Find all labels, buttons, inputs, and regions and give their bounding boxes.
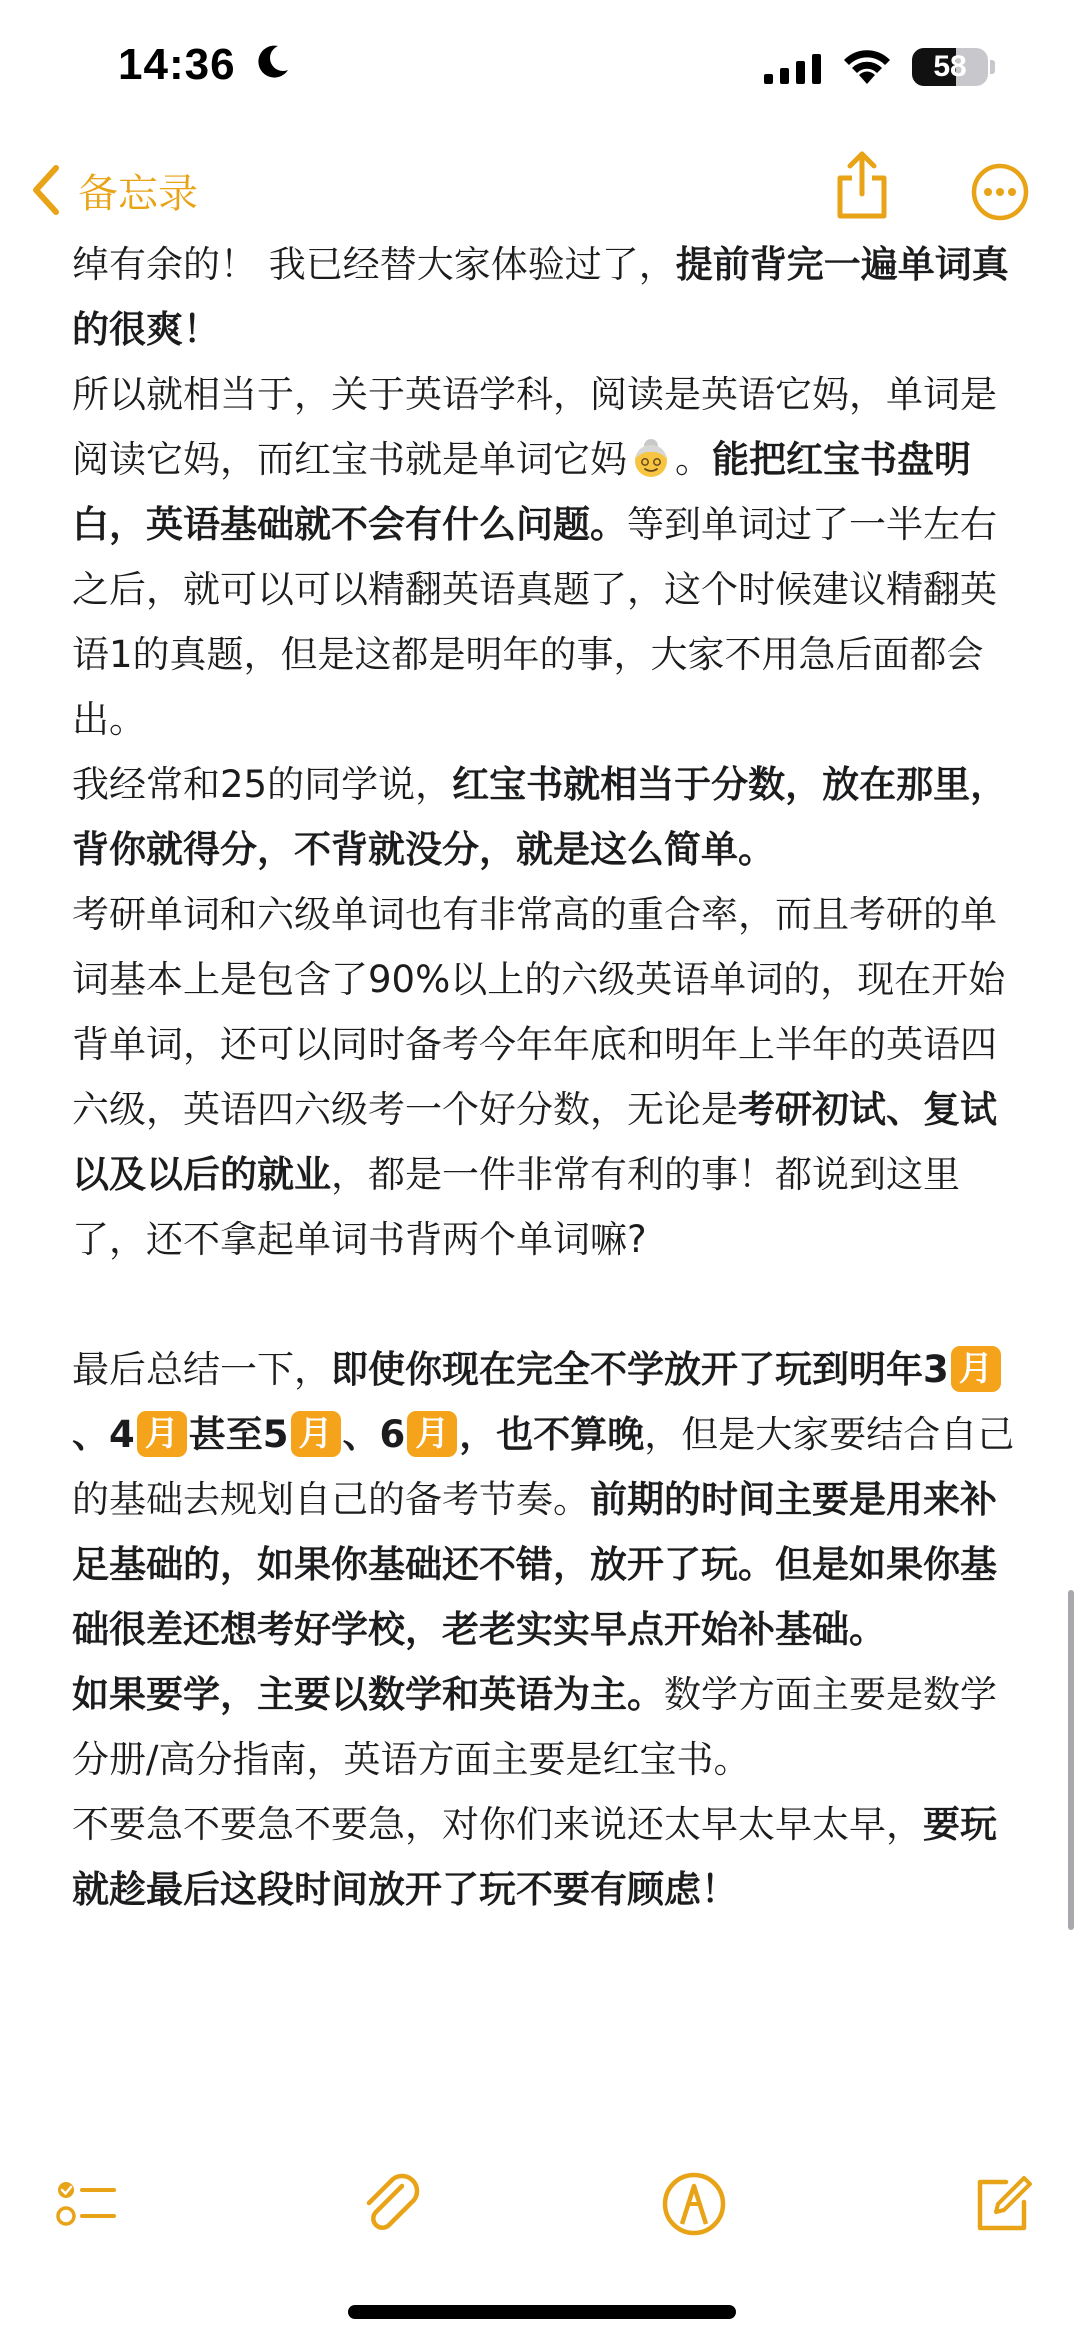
blank-line (72, 1272, 1022, 1337)
note-paragraph: 如果要学，主要以数学和英语为主。数学方面主要是数学分册/高分指南，英语方面主要是红宝书。 (72, 1673, 997, 1781)
note-paragraph: 所以就相当于，关于英语学科，阅读是英语它妈，单词是阅读它妈，而红宝书就是单词它妈 。能把红宝书盘明白，英语基础就不会有什么问题。等到单词过了一半左右之后，就可以可以精翻英语真题了，这个时候建议精翻英语1的真题，但是这都是明年的事，大家不用急后面都会出。 (72, 373, 997, 741)
chevron-left-icon (28, 162, 64, 218)
paperclip-icon[interactable] (356, 2168, 428, 2240)
status-bar (0, 0, 1080, 140)
note-body[interactable] (72, 232, 1022, 1922)
moon-icon (252, 42, 292, 82)
month-emoji: 月 (137, 1411, 187, 1457)
checklist-icon[interactable] (50, 2168, 122, 2240)
note-paragraph: 考研单词和六级单词也有非常高的重合率，而且考研的单词基本上是包含了90%以上的六级英语单词的，现在开始背单词，还可以同时备考今年年底和明年上半年的英语四六级，英语四六级考一个好分数，无论是考研初试、复试以及以后的就业，都是一件非常有利的事！都说到这里了，还不拿起单词书背两个单词嘛? (72, 893, 1006, 1261)
battery-percent: 58 (933, 50, 967, 83)
wifi-icon (842, 48, 892, 86)
note-paragraph: 最后总结一下，即使你现在完全不学放开了玩到明年3 月、4 月 甚至5 月 、6 月 ，也不算晚，但是大家要结合自己的基础去规划自己的备考节奏。前期的时间主要是用来补足基础的，如果你基础还不错，放开了玩。但是如果你基础很差还想考好学校，老老实实早点开始补基础。 (72, 1348, 1015, 1651)
back-button[interactable] (28, 158, 198, 222)
battery-icon (912, 48, 988, 86)
month-emoji: 月 (291, 1411, 341, 1457)
back-label: 备忘录 (78, 170, 198, 217)
bottom-toolbar (0, 2148, 1080, 2258)
compose-icon[interactable] (966, 2168, 1038, 2240)
month-emoji: 月 (951, 1346, 1001, 1392)
scroll-indicator[interactable] (1068, 1590, 1074, 1930)
share-icon[interactable] (834, 150, 890, 220)
note-paragraph: 不要急不要急不要急，对你们来说还太早太早太早，要玩就趁最后这段时间放开了玩不要有顾虑！ (72, 1803, 997, 1911)
home-indicator[interactable] (348, 2305, 736, 2319)
more-icon[interactable] (970, 162, 1030, 222)
battery-tip (990, 60, 995, 74)
markup-pen-icon[interactable] (658, 2168, 730, 2240)
grandma-emoji (629, 436, 673, 480)
note-paragraph: 绰有余的！ 我已经替大家体验过了，提前背完一遍单词真的很爽！ (72, 243, 1009, 351)
month-emoji: 月 (407, 1411, 457, 1457)
nav-bar (0, 140, 1080, 240)
signal-icon (764, 54, 824, 84)
status-time: 14:36 (118, 40, 236, 89)
note-paragraph: 我经常和25的同学说，红宝书就相当于分数，放在那里，背你就得分，不背就没分，就是这么简单。 (72, 763, 1008, 871)
